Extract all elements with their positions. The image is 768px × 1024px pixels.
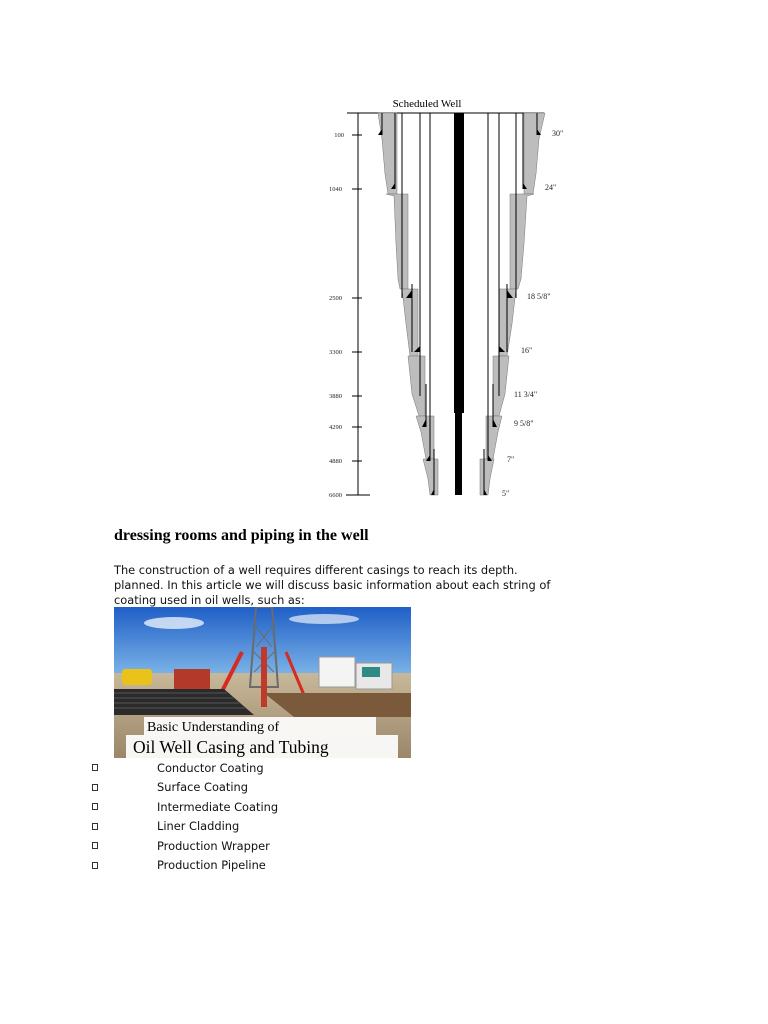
bullet-box-icon	[92, 823, 98, 830]
bullet-box-icon	[92, 784, 98, 791]
list-item-label: Production Wrapper	[157, 838, 270, 853]
depth-label: 4880	[329, 458, 342, 465]
list-item	[92, 856, 278, 876]
list-item-label: Production Pipeline	[157, 858, 266, 873]
bullet-box-icon	[92, 862, 98, 869]
casing-size-label: 5"	[502, 489, 510, 498]
depth-label: 1040	[329, 186, 342, 193]
diagram-title: Scheduled Well	[392, 98, 462, 110]
list-item	[92, 797, 278, 817]
casing-size-label: 24"	[545, 183, 557, 192]
casing-size-label: 9 5/8"	[514, 419, 534, 428]
list-item-label: Conductor Coating	[157, 760, 264, 775]
intro-line: The construction of a well requires different casings to reach its depth.	[114, 563, 518, 577]
bullet-box-icon	[92, 842, 98, 849]
list-item-label: Surface Coating	[157, 780, 248, 795]
oil-rig-photo	[114, 607, 411, 758]
photo-caption-line1: Basic Understanding of	[147, 720, 280, 735]
depth-labels	[329, 132, 344, 499]
photo-caption-line2: Oil Well Casing and Tubing	[133, 737, 329, 757]
bullet-box-icon	[92, 764, 98, 771]
list-item-label: Liner Cladding	[157, 819, 240, 834]
intro-line: planned. In this article we will discuss basic information about each string of	[114, 578, 551, 592]
drill-pipe-lower	[455, 413, 462, 495]
casing-size-label: 7"	[507, 455, 515, 464]
depth-label: 2500	[329, 295, 342, 302]
bullet-box-icon	[92, 803, 98, 810]
depth-label: 4290	[329, 424, 342, 431]
drill-pipe	[454, 113, 464, 413]
depth-label: 3300	[329, 349, 342, 356]
casing-size-label: 18 5/8"	[527, 292, 551, 301]
casing-size-label: 30"	[552, 129, 564, 138]
list-item	[92, 817, 278, 837]
intro-paragraph	[114, 563, 574, 608]
list-item	[92, 758, 278, 778]
list-item-label: Intermediate Coating	[157, 799, 279, 814]
well-casing-diagram	[322, 94, 572, 504]
intro-line: coating used in oil wells, such as:	[114, 593, 305, 607]
depth-label: 6600	[329, 492, 342, 499]
list-item	[92, 778, 278, 798]
depth-label: 100	[334, 132, 344, 139]
casing-type-list	[92, 758, 278, 875]
casing-size-label: 11 3/4"	[514, 390, 538, 399]
casing-size-label: 16"	[521, 346, 533, 355]
list-item	[92, 836, 278, 856]
depth-label: 3880	[329, 393, 342, 400]
article-title: dressing rooms and piping in the well	[114, 527, 369, 544]
